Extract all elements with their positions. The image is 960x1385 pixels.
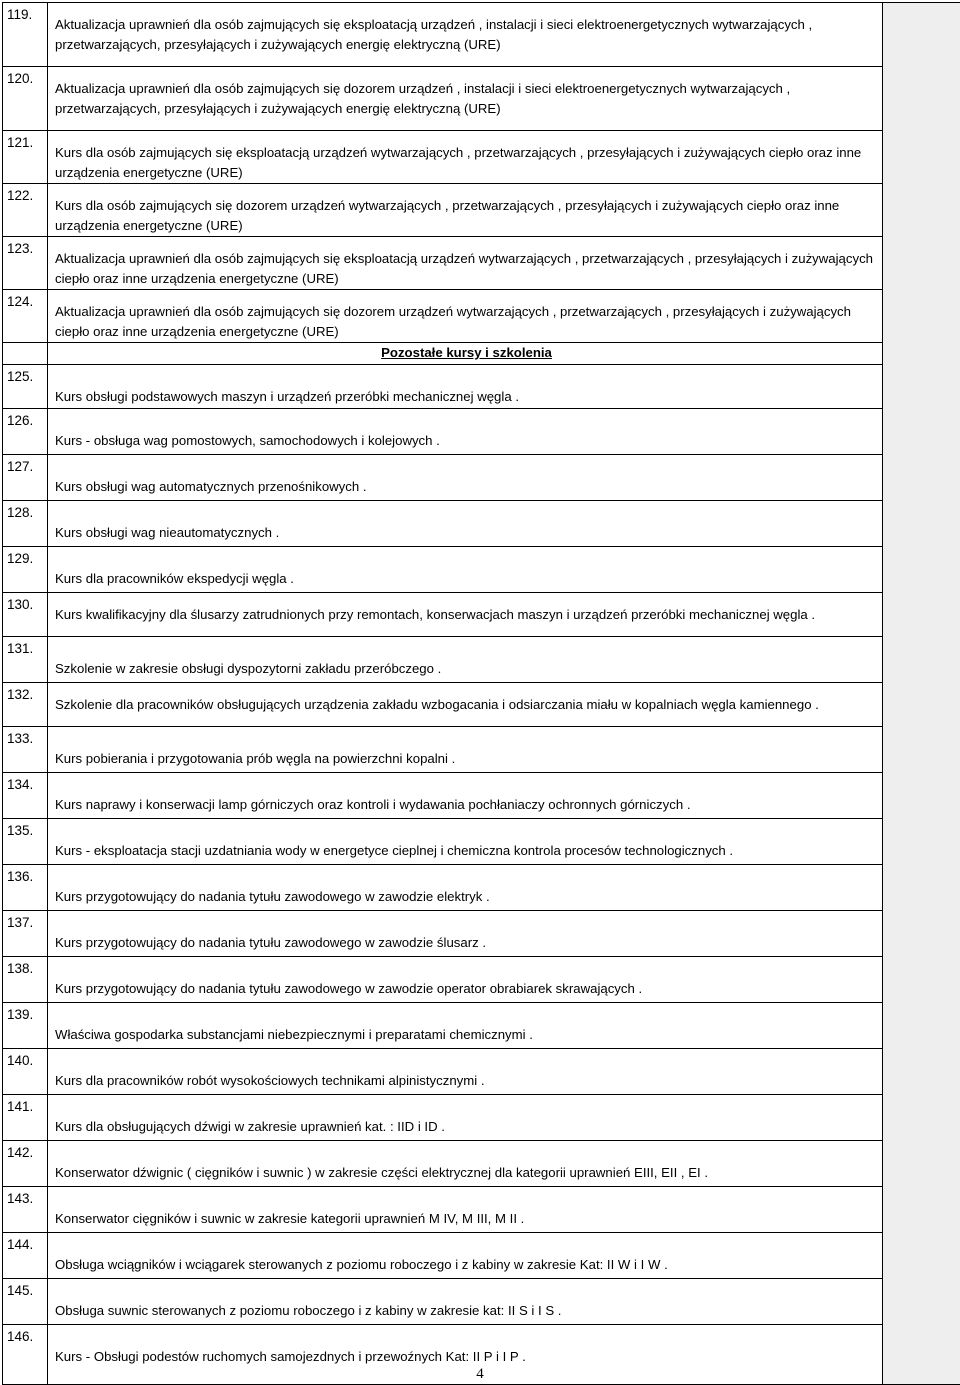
- course-name: Kurs dla pracowników ekspedycji węgla .: [48, 547, 883, 593]
- course-name: Kurs przygotowujący do nadania tytułu zawodowego w zawodzie ślusarz .: [48, 911, 883, 957]
- row-number: 135.: [3, 819, 48, 865]
- course-name: Kurs obsługi wag automatycznych przenośnikowych .: [48, 455, 883, 501]
- course-name: Kurs dla obsługujących dźwigi w zakresie uprawnień kat. : IID i ID .: [48, 1095, 883, 1141]
- course-name: Kurs dla osób zajmujących się eksploatacją urządzeń wytwarzających , przetwarzających , przesyłających i zużywających ciepło oraz inne urządzenia energetyczne (URE): [48, 131, 883, 184]
- course-name: Kurs przygotowujący do nadania tytułu zawodowego w zawodzie operator obrabiarek skrawających .: [48, 957, 883, 1003]
- table-row: [3, 184, 960, 237]
- row-number: 145.: [3, 1279, 48, 1325]
- table-row: [3, 1049, 960, 1095]
- row-number: 124.: [3, 290, 48, 343]
- course-name: Aktualizacja uprawnień dla osób zajmujących się eksploatacją urządzeń wytwarzających , przetwarzających , przesyłających i zużywających ciepło oraz inne urządzenia energetyczne (URE): [48, 237, 883, 290]
- course-name: Kurs kwalifikacyjny dla ślusarzy zatrudnionych przy remontach, konserwacjach maszyn i urządzeń przeróbki mechanicznej węgla .: [48, 593, 883, 637]
- table-row: [3, 547, 960, 593]
- row-number: 133.: [3, 727, 48, 773]
- table-row: [3, 1141, 960, 1187]
- course-name: Aktualizacja uprawnień dla osób zajmujących się dozorem urządzeń , instalacji i sieci elektroenergetycznych wytwarzających , przetwarzających, przesyłających i zużywających energię elektryczną (URE): [48, 67, 883, 131]
- row-number: 130.: [3, 593, 48, 637]
- table-row: [3, 727, 960, 773]
- row-number: 134.: [3, 773, 48, 819]
- table-row: [3, 911, 960, 957]
- table-row: [3, 67, 960, 131]
- course-name: Kurs obsługi wag nieautomatycznych .: [48, 501, 883, 547]
- course-name: Kurs - Obsługi podestów ruchomych samojezdnych i przewoźnych Kat: II P i I P .: [48, 1325, 883, 1385]
- table-row: [3, 819, 960, 865]
- table-row: [3, 409, 960, 455]
- table-row: [3, 1187, 960, 1233]
- row-number: 120.: [3, 67, 48, 131]
- course-name: Kurs naprawy i konserwacji lamp górniczych oraz kontroli i wydawania pochłaniaczy ochronnych górniczych .: [48, 773, 883, 819]
- row-number: 139.: [3, 1003, 48, 1049]
- row-number: 136.: [3, 865, 48, 911]
- course-name: Obsługa wciągników i wciągarek sterowanych z poziomu roboczego i z kabiny w zakresie Kat: II W i I W .: [48, 1233, 883, 1279]
- table-row: [3, 773, 960, 819]
- table-row: [3, 237, 960, 290]
- course-name: Szkolenie w zakresie obsługi dyspozytorni zakładu przeróbczego .: [48, 637, 883, 683]
- row-number: 140.: [3, 1049, 48, 1095]
- course-name: Kurs pobierania i przygotowania prób węgla na powierzchni kopalni .: [48, 727, 883, 773]
- row-number: 142.: [3, 1141, 48, 1187]
- row-number: 122.: [3, 184, 48, 237]
- row-number: 121.: [3, 131, 48, 184]
- table-row: [3, 365, 960, 409]
- row-number: 119.: [3, 3, 48, 67]
- table-row: [3, 455, 960, 501]
- course-name: Kurs - eksploatacja stacji uzdatniania wody w energetyce cieplnej i chemiczna kontrola procesów technologicznych .: [48, 819, 883, 865]
- table-row: [3, 683, 960, 727]
- row-number: 127.: [3, 455, 48, 501]
- course-name: Kurs - obsługa wag pomostowych, samochodowych i kolejowych .: [48, 409, 883, 455]
- page-number: 4: [0, 1366, 960, 1383]
- table-row: [3, 593, 960, 637]
- table-row: [3, 1003, 960, 1049]
- row-number: 123.: [3, 237, 48, 290]
- table-row: [3, 1095, 960, 1141]
- row-number: 143.: [3, 1187, 48, 1233]
- table-row: [3, 1279, 960, 1325]
- row-number: 126.: [3, 409, 48, 455]
- shaded-column: [883, 3, 960, 1385]
- course-name: Właściwa gospodarka substancjami niebezpiecznymi i preparatami chemicznymi .: [48, 1003, 883, 1049]
- row-number: 141.: [3, 1095, 48, 1141]
- table-row: [3, 501, 960, 547]
- table-row: [3, 637, 960, 683]
- course-name: Konserwator dźwignic ( cięgników i suwnic ) w zakresie części elektrycznej dla kategorii uprawnień EIII, EII , EI .: [48, 1141, 883, 1187]
- course-name: Kurs dla osób zajmujących się dozorem urządzeń wytwarzających , przetwarzających , przesyłających i zużywających ciepło oraz inne urządzenia energetyczne (URE): [48, 184, 883, 237]
- course-name: Aktualizacja uprawnień dla osób zajmujących się dozorem urządzeń wytwarzających , przetwarzających , przesyłających i zużywających ciepło oraz inne urządzenia energetyczne (URE): [48, 290, 883, 343]
- table-row: [3, 957, 960, 1003]
- section-title: Pozostałe kursy i szkolenia: [48, 343, 883, 365]
- course-name: Obsługa suwnic sterowanych z poziomu roboczego i z kabiny w zakresie kat: II S i I S .: [48, 1279, 883, 1325]
- course-name: Aktualizacja uprawnień dla osób zajmujących się eksploatacją urządzeń , instalacji i sieci elektroenergetycznych wytwarzających , przetwarzających, przesyłających i zużywających energię elektryczną (URE): [48, 3, 883, 67]
- table-row: [3, 1233, 960, 1279]
- course-table: [2, 2, 960, 1385]
- table-row: [3, 290, 960, 343]
- row-number: 137.: [3, 911, 48, 957]
- row-number: 146.: [3, 1325, 48, 1385]
- course-name: Konserwator cięgników i suwnic w zakresie kategorii uprawnień M IV, M III, M II .: [48, 1187, 883, 1233]
- course-name: Kurs dla pracowników robót wysokościowych technikami alpinistycznymi .: [48, 1049, 883, 1095]
- row-number: 125.: [3, 365, 48, 409]
- table-row: [3, 131, 960, 184]
- row-number: 138.: [3, 957, 48, 1003]
- course-name: Kurs przygotowujący do nadania tytułu zawodowego w zawodzie elektryk .: [48, 865, 883, 911]
- course-table-body: [3, 3, 960, 1385]
- row-number: 129.: [3, 547, 48, 593]
- empty-cell: [3, 343, 48, 365]
- course-name: Kurs obsługi podstawowych maszyn i urządzeń przeróbki mechanicznej węgla .: [48, 365, 883, 409]
- row-number: 132.: [3, 683, 48, 727]
- course-name: Szkolenie dla pracowników obsługujących urządzenia zakładu wzbogacania i odsiarczania miału w kopalniach węgla kamiennego .: [48, 683, 883, 727]
- table-row: [3, 3, 960, 67]
- row-number: 128.: [3, 501, 48, 547]
- table-row: [3, 865, 960, 911]
- row-number: 131.: [3, 637, 48, 683]
- row-number: 144.: [3, 1233, 48, 1279]
- section-row: [3, 343, 960, 365]
